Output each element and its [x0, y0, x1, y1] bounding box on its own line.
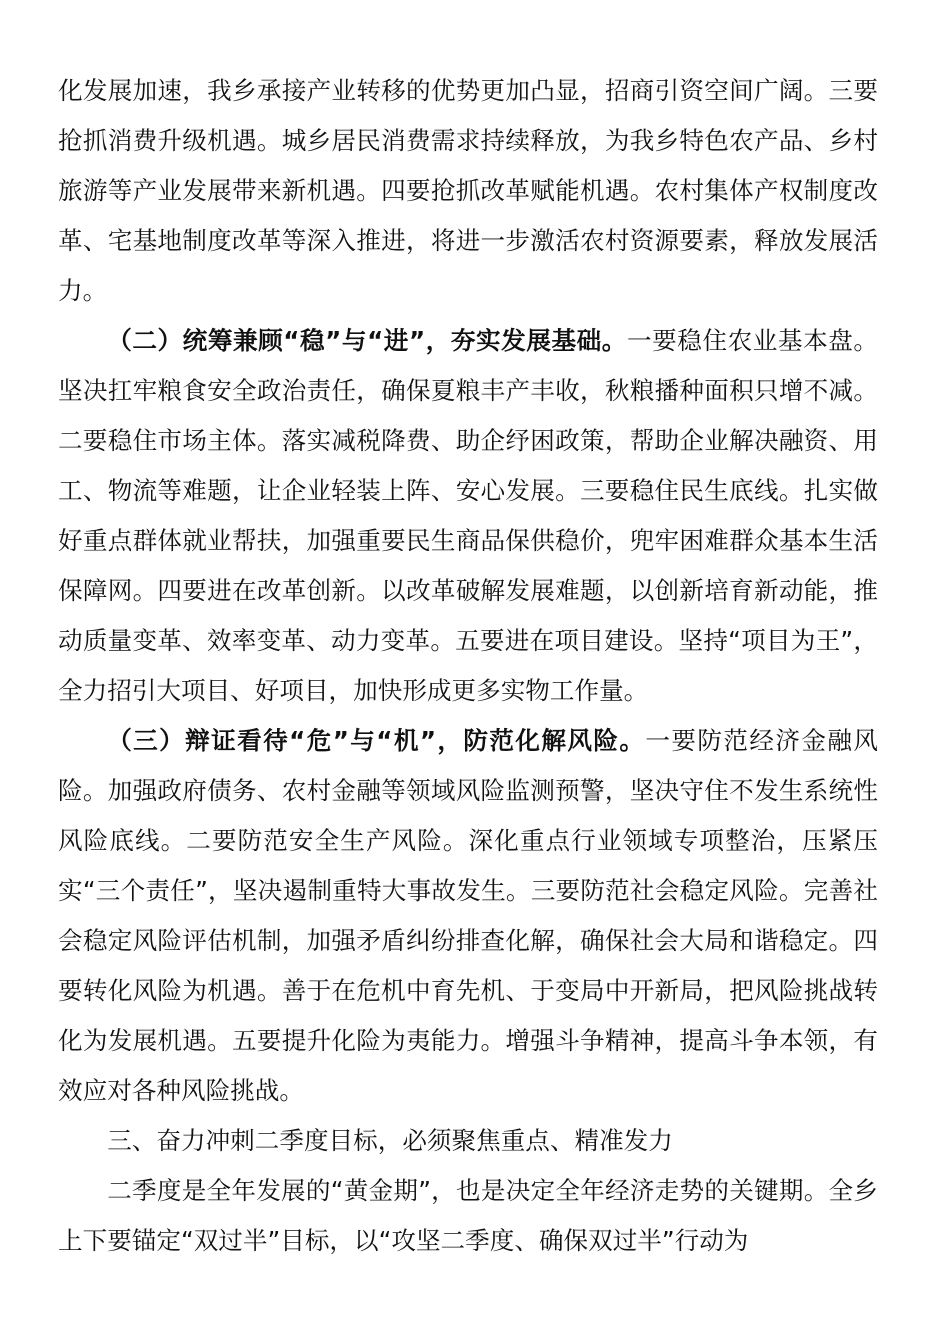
paragraph-section-2 — [58, 316, 878, 716]
section-heading: 三、奋力冲刺二季度目标，必须聚焦重点、精准发力 — [107, 1126, 673, 1155]
paragraph-closing: 二季度是全年发展的“黄金期”，也是决定全年经济走势的关键期。全乡上下要锚定“双过半”目标，以“攻坚二季度、确保双过半”行动为 — [58, 1176, 878, 1255]
paragraph-continuation — [58, 66, 878, 316]
paragraph-text: 化发展加速，我乡承接产业转移的优势更加凸显，招商引资空间广阔。三要抢抓消费升级机遇。城乡居民消费需求持续释放，为我乡特色农产品、乡村旅游等产业发展带来新机遇。四要抢抓改革赋能机遇。农村集体产权制度改革、宅基地制度改革等深入推进，将进一步激活农村资源要素，释放发展活力。 — [58, 76, 878, 305]
paragraph-lead-heading: （二）统筹兼顾“稳”与“进”，夯实发展基础。 — [107, 326, 627, 355]
paragraph-section-3 — [58, 716, 878, 1116]
document-page — [58, 66, 878, 1266]
paragraph-text: 一要防范经济金融风险。加强政府债务、农村金融等领域风险监测预警，坚决守住不发生系统性风险底线。二要防范安全生产风险。深化重点行业领域专项整治，压紧压实“三个责任”，坚决遏制重特大事故发生。三要防范社会稳定风险。完善社会稳定风险评估机制，加强矛盾纠纷排查化解，确保社会大局和谐稳定。四要转化风险为机遇。善于在危机中育先机、于变局中开新局，把风险挑战转化为发展机遇。五要提升化险为夷能力。增强斗争精神，提高斗争本领，有效应对各种风险挑战。 — [58, 726, 878, 1105]
paragraph-text: 一要稳住农业基本盘。坚决扛牢粮食安全政治责任，确保夏粮丰产丰收，秋粮播种面积只增不减。二要稳住市场主体。落实减税降费、助企纾困政策，帮助企业解决融资、用工、物流等难题，让企业轻装上阵、安心发展。三要稳住民生底线。扎实做好重点群体就业帮扶，加强重要民生商品保供稳价，兜牢困难群众基本生活保障网。四要进在改革创新。以改革破解发展难题，以创新培育新动能，推动质量变革、效率变革、动力变革。五要进在项目建设。坚持“项目为王”，全力招引大项目、好项目，加快形成更多实物工作量。 — [58, 326, 878, 705]
paragraph-lead-heading: （三）辩证看待“危”与“机”，防范化解风险。 — [107, 726, 646, 755]
